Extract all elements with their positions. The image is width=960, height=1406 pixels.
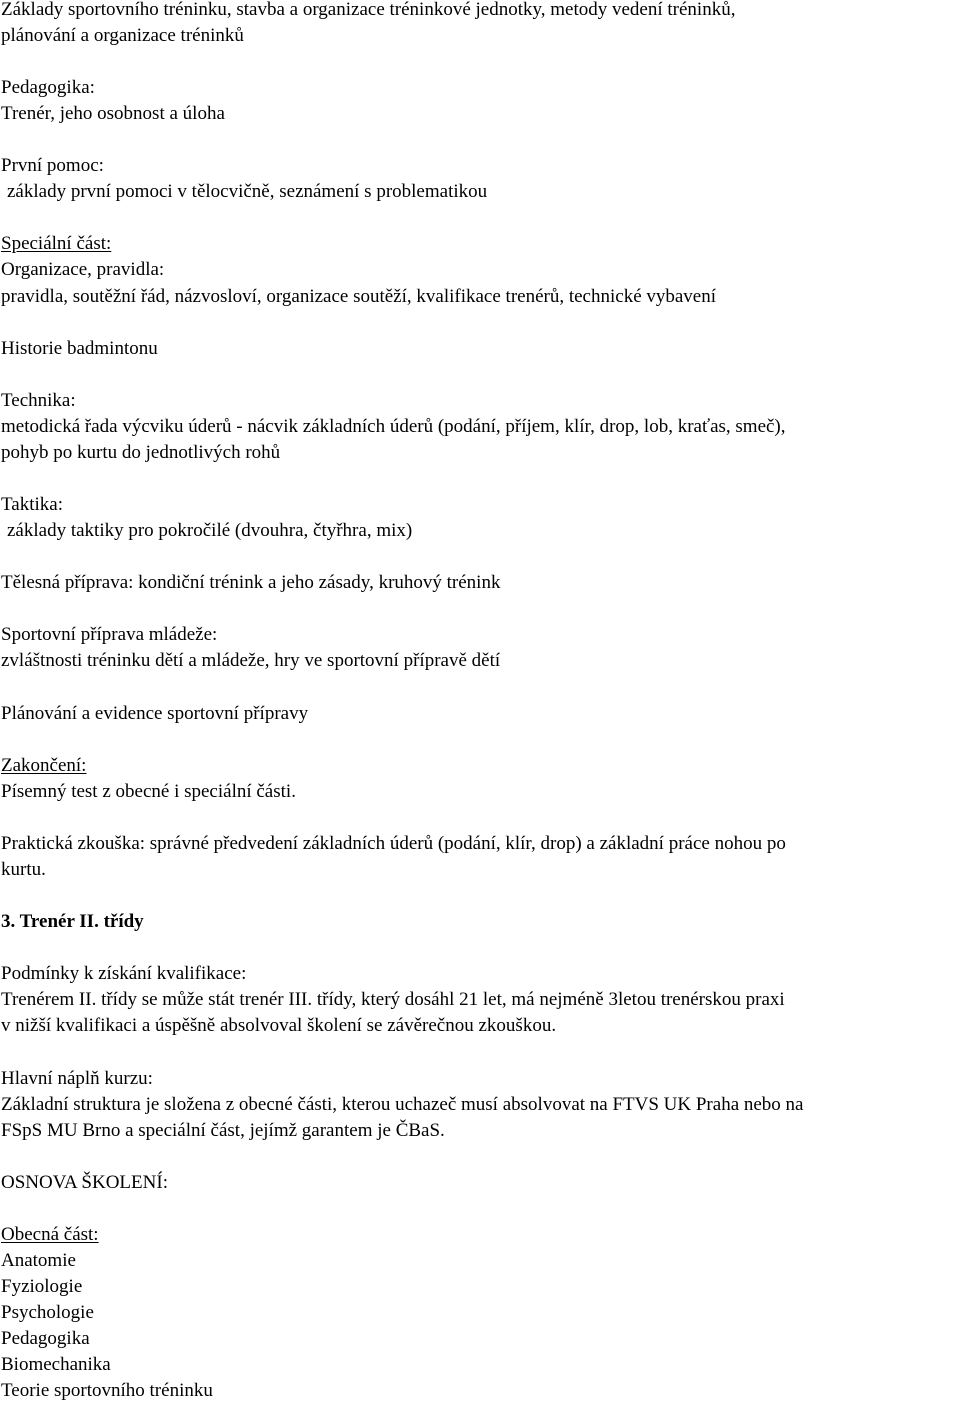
- napln-line-2: FSpS MU Brno a speciální část, jejímž garantem je ČBaS.: [1, 1120, 445, 1141]
- podminky-line-1: Trenérem II. třídy se může stát trenér III. třídy, který dosáhl 21 let, má nejméně 3letou trenérskou praxi: [1, 989, 785, 1010]
- zakonceni-text: Písemný test z obecné i speciální části.: [1, 781, 296, 802]
- list-item: Biomechanika: [1, 1354, 111, 1375]
- napln-heading: Hlavní náplň kurzu:: [1, 1068, 153, 1089]
- technika-line-1: metodická řada výcviku úderů - nácvik základních úderů (podání, příjem, klír, drop, lob, kraťas, smeč),: [1, 416, 786, 437]
- podminky-line-2: v nižší kvalifikaci a úspěšně absolvoval školení se závěrečnou zkouškou.: [1, 1015, 557, 1036]
- pedagogika-text: Trenér, jeho osobnost a úloha: [1, 103, 225, 124]
- technika-line-2: pohyb po kurtu do jednotlivých rohů: [1, 442, 281, 463]
- intro-line-2: plánování a organizace tréninků: [1, 25, 244, 46]
- prakticka-zkouska-line-1: Praktická zkouška: správné předvedení základních úderů (podání, klír, drop) a základní práce nohou po: [1, 833, 786, 854]
- podminky-heading: Podmínky k získání kvalifikace:: [1, 963, 247, 984]
- prvni-pomoc-heading: První pomoc:: [1, 155, 104, 176]
- taktika-text: základy taktiky pro pokročilé (dvouhra, čtyřhra, mix): [7, 520, 413, 541]
- napln-line-1: Základní struktura je složena z obecné části, kterou uchazeč musí absolvovat na FTVS UK Praha nebo na: [1, 1094, 804, 1115]
- planovani-text: Plánování a evidence sportovní přípravy: [1, 703, 309, 724]
- organizace-heading: Organizace, pravidla:: [1, 259, 165, 280]
- zakonceni-heading: Zakončení:: [1, 755, 87, 776]
- list-item: Psychologie: [1, 1302, 94, 1323]
- mladez-text: zvláštnosti tréninku dětí a mládeže, hry ve sportovní přípravě dětí: [1, 650, 501, 671]
- prakticka-zkouska-line-2: kurtu.: [1, 859, 46, 880]
- prvni-pomoc-text: základy první pomoci v tělocvičně, seznámení s problematikou: [7, 181, 488, 202]
- osnova-heading: OSNOVA ŠKOLENÍ:: [1, 1172, 168, 1193]
- taktika-heading: Taktika:: [1, 494, 63, 515]
- specialni-cast-heading: Speciální část:: [1, 233, 112, 254]
- list-item: Fyziologie: [1, 1276, 83, 1297]
- intro-line-1: Základy sportovního tréninku, stavba a organizace tréninkové jednotky, metody vedení tréninků,: [1, 0, 736, 20]
- section-title-trener-2: 3. Trenér II. třídy: [1, 911, 144, 932]
- historie-text: Historie badmintonu: [1, 338, 158, 359]
- pedagogika-heading: Pedagogika:: [1, 77, 95, 98]
- telesna-priprava-text: Tělesná příprava: kondiční trénink a jeho zásady, kruhový trénink: [1, 572, 501, 593]
- list-item: Pedagogika: [1, 1328, 90, 1349]
- list-item: Teorie sportovního tréninku: [1, 1380, 213, 1401]
- technika-heading: Technika:: [1, 390, 76, 411]
- obecna-cast-heading: Obecná část:: [1, 1224, 99, 1245]
- mladez-heading: Sportovní příprava mládeže:: [1, 624, 218, 645]
- list-item: Anatomie: [1, 1250, 76, 1271]
- organizace-text: pravidla, soutěžní řád, názvosloví, organizace soutěží, kvalifikace trenérů, technické vybavení: [1, 286, 717, 307]
